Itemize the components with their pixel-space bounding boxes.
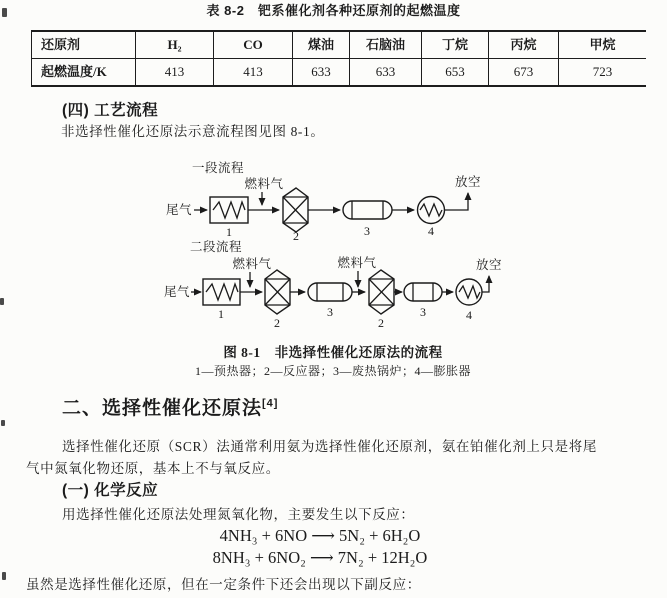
table-header-cell: 丁烷	[422, 32, 489, 59]
table-value-cell: 413	[214, 59, 293, 85]
unit-number: 4	[428, 224, 434, 238]
fuel-gas-label: 燃料气	[244, 177, 284, 191]
reactor-symbol	[265, 270, 290, 314]
table-header-cell: CO	[214, 32, 293, 59]
scan-speck	[2, 572, 6, 580]
table-header-cell: H₂	[136, 32, 214, 59]
reaction-equation-2: 8NH₃ + 6NO₂ ⟶ 7N₂ + 12H₂O	[212, 548, 428, 567]
flow2-label: 二段流程	[190, 240, 243, 254]
waste-heat-boiler-symbol	[308, 283, 352, 301]
flow1-label: 一段流程	[192, 161, 245, 175]
reactions-intro: 用选择性催化还原法处理氮氧化物，主要发生以下反应：	[62, 507, 415, 522]
section-heading-process-flow: (四) 工艺流程	[62, 102, 159, 119]
table-header-cell: 煤油	[293, 32, 350, 59]
paragraph-line: 选择性催化还原（SCR）法通常利用氨为选择性催化还原剂，氨在铂催化剂上只是将尾	[62, 439, 597, 454]
table-value-cell: 413	[136, 59, 214, 85]
table-value-cell: 653	[422, 59, 489, 85]
table-header-cell: 石脑油	[350, 32, 422, 59]
table-value-cell: 673	[489, 59, 559, 85]
table-value-cell: 633	[293, 59, 350, 85]
ignition-temperature-table	[31, 30, 646, 87]
process-flow-intro: 非选择性催化还原法示意流程图见图 8-1。	[61, 124, 325, 139]
subsection-heading-chemistry: (一) 化学反应	[62, 482, 159, 499]
section-heading-text: 二、选择性催化还原法	[62, 398, 263, 419]
paragraph-line: 气中氮氧化物还原，基本上不与氧反应。	[26, 461, 280, 476]
scan-speck	[1, 420, 5, 426]
table-value-cell: 723	[592, 64, 613, 79]
unit-number: 3	[420, 305, 426, 319]
process-flow-diagram	[0, 155, 667, 341]
vent-label: 放空	[475, 258, 503, 272]
waste-heat-boiler-symbol	[404, 283, 442, 301]
fuel-gas-label: 燃料气	[232, 257, 272, 271]
unit-number: 4	[466, 308, 472, 322]
unit-number: 2	[293, 229, 299, 243]
unit-number: 1	[218, 307, 224, 321]
closing-line: 虽然是选择性催化还原，但在一定条件下还会出现以下副反应：	[26, 577, 421, 592]
unit-number: 1	[226, 225, 232, 239]
table-header-cell: 丙烷	[489, 32, 559, 59]
table-header-cell: 甲烷	[559, 32, 646, 59]
expander-symbol	[456, 279, 482, 305]
tail-gas-label: 尾气	[165, 203, 192, 217]
table-header-cell: 还原剂	[32, 32, 136, 59]
figure-legend: 1—预热器；2—反应器；3—废热锅炉；4—膨胀器	[194, 364, 471, 378]
table-value-cell: 起燃温度/K	[32, 59, 136, 85]
unit-number: 3	[327, 305, 333, 319]
reference-marker: [4]	[262, 397, 279, 410]
waste-heat-boiler-symbol	[343, 201, 392, 219]
vent-label: 放空	[454, 175, 482, 189]
figure-caption: 图 8-1 非选择性催化还原法的流程	[223, 345, 443, 360]
section-heading-scr	[62, 393, 278, 420]
reactor-symbol	[369, 270, 394, 314]
table-value-cell: 633	[350, 59, 422, 85]
unit-number: 2	[378, 316, 384, 330]
tail-gas-label: 尾气	[163, 285, 190, 299]
reactor-symbol	[283, 188, 308, 232]
reaction-equation-1: 4NH₃ + 6NO ⟶ 5N₂ + 6H₂O	[219, 526, 421, 545]
fuel-gas-label: 燃料气	[337, 256, 377, 270]
table-title: 表 8-2 钯系催化剂各种还原剂的起燃温度	[206, 3, 461, 18]
expander-symbol	[418, 197, 445, 224]
unit-number: 3	[364, 224, 370, 238]
preheater-symbol	[210, 197, 248, 223]
unit-number: 2	[274, 316, 280, 330]
